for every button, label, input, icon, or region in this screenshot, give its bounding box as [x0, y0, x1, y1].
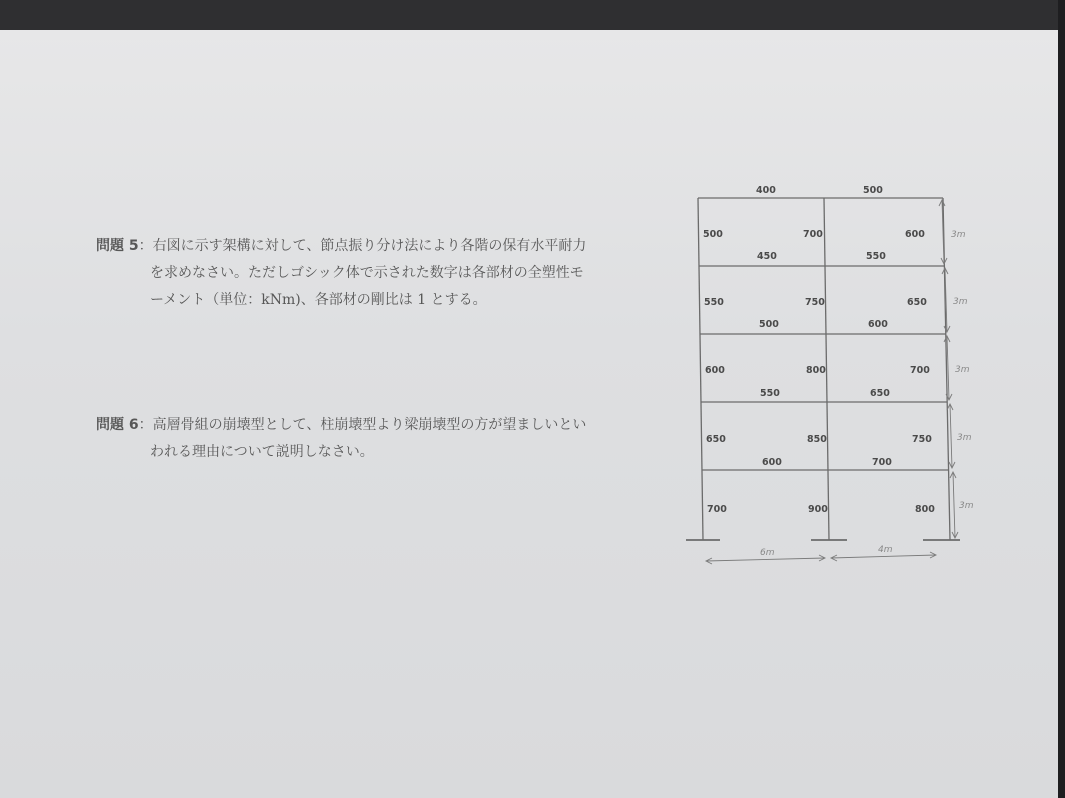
- floor-4-col-right: 650: [907, 297, 927, 308]
- floor-3-beam-left: 550: [760, 388, 780, 399]
- floor-5-col-mid: 700: [803, 229, 823, 240]
- story-5-height: 3m: [951, 230, 966, 240]
- problem-5-text-1: 右図に示す架構に対して、節点振り分け法により各階の保有水平耐力: [152, 238, 587, 254]
- floor-3-col-left: 600: [705, 365, 725, 376]
- span-right-label: 4m: [878, 545, 893, 555]
- problem-6-separator: ：: [138, 417, 153, 433]
- problem-5-label: 問題 5: [96, 238, 139, 254]
- span-dim-line-left: [706, 558, 825, 561]
- floor-1-col-left: 700: [707, 504, 727, 515]
- span-left-label: 6m: [760, 548, 775, 558]
- right-column-line: [943, 198, 950, 540]
- problem-6-text-1: 高層骨組の崩壊型として、柱崩壊型より梁崩壊型の方が望ましいとい: [152, 417, 587, 433]
- floor-2-beam-right: 700: [872, 457, 892, 468]
- dimension-labels: [760, 230, 974, 558]
- floor-1-col-right: 800: [915, 504, 935, 515]
- left-column-line: [698, 198, 703, 540]
- story-3-height: 3m: [955, 365, 970, 375]
- roof-beam-left-moment: 400: [756, 185, 776, 196]
- span-dimension-lines: [706, 552, 936, 564]
- span-dim-line-right: [831, 555, 936, 558]
- floor-4-col-left: 550: [704, 297, 724, 308]
- height-dim-line-1: [953, 472, 955, 538]
- floor-3-col-mid: 800: [806, 365, 826, 376]
- floor-5-beam-right: 550: [866, 251, 886, 262]
- floor-5-col-right: 600: [905, 229, 925, 240]
- problem-6-label: 問題 6: [96, 417, 139, 433]
- floor-5-beam-left: 450: [757, 251, 777, 262]
- moment-labels: [703, 185, 935, 515]
- floor-4-col-mid: 750: [805, 297, 825, 308]
- floor-2-col-right: 750: [912, 434, 932, 445]
- problem-5-text-2: を求めなさい。ただしゴシック体で示された数字は各部材の全塑性モ: [150, 265, 584, 281]
- floor-2-beam-left: 600: [762, 457, 782, 468]
- floor-3-col-right: 700: [910, 365, 930, 376]
- floor-3-beam-right: 650: [870, 388, 890, 399]
- floor-4-beam-left: 500: [759, 319, 779, 330]
- floor-1-col-mid: 900: [808, 504, 828, 515]
- problem-5-separator: ：: [138, 238, 153, 254]
- floor-2-col-mid: 850: [807, 434, 827, 445]
- story-1-height: 3m: [959, 501, 974, 511]
- floor-4-beam-right: 600: [868, 319, 888, 330]
- story-2-height: 3m: [957, 433, 972, 443]
- roof-beam-right-moment: 500: [863, 185, 883, 196]
- problem-5-text-3: ーメント（単位：kNm)、各部材の剛比は 1 とする。: [150, 292, 487, 308]
- floor-5-col-left: 500: [703, 229, 723, 240]
- height-dim-line-2: [950, 404, 952, 468]
- floor-2-col-left: 650: [706, 434, 726, 445]
- problem-6-text-2: われる理由について説明しなさい。: [150, 444, 374, 460]
- story-4-height: 3m: [953, 297, 968, 307]
